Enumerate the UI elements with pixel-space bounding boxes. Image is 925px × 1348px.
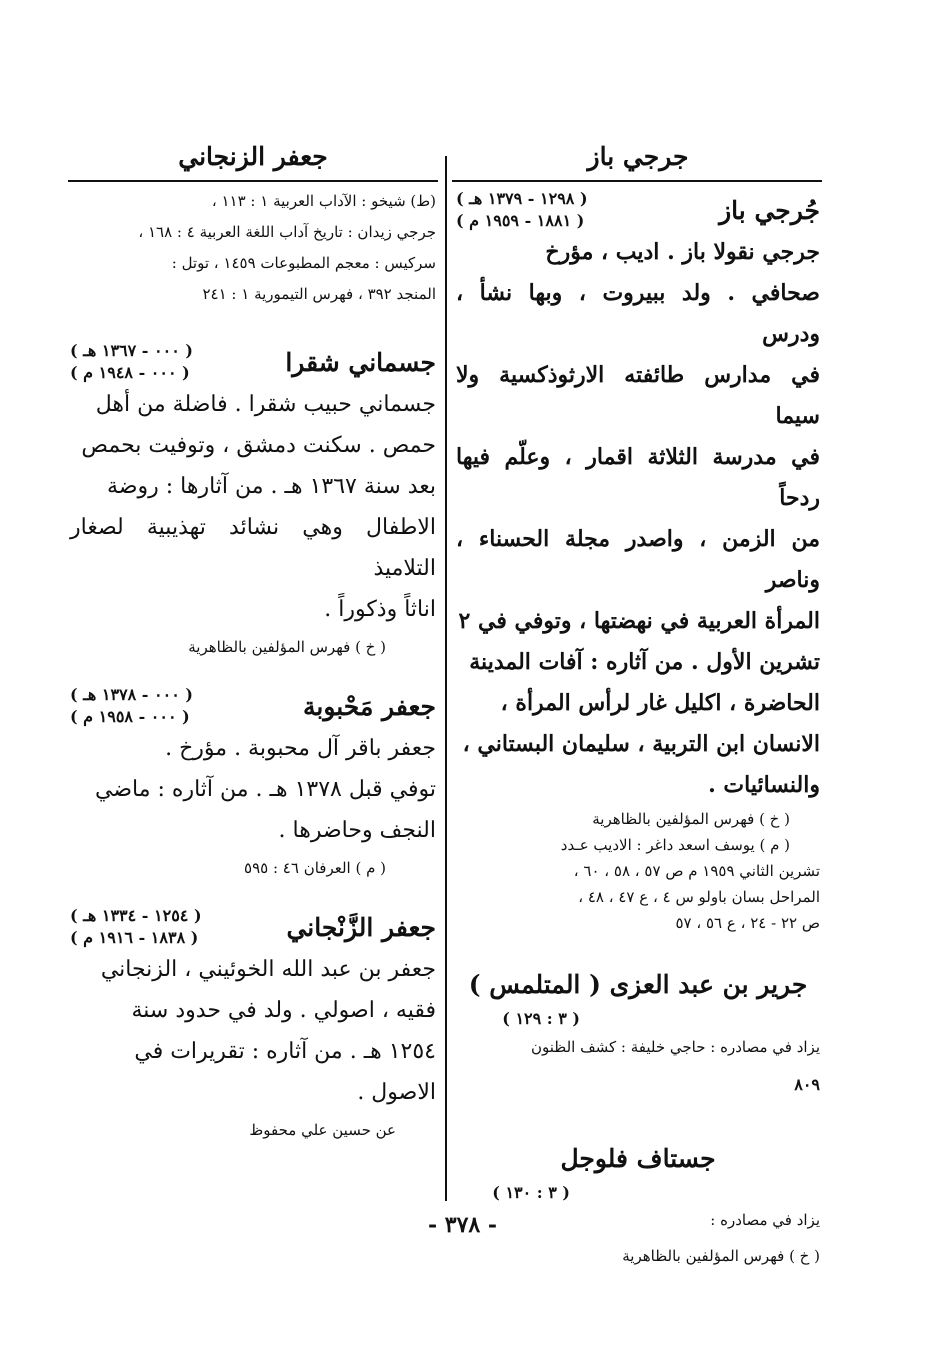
entry-body (70, 384, 436, 630)
body-line: في مدرسة الثلاثة اقمار ، وعلّم فيها ردحاً (456, 444, 820, 511)
page-number: - ٣٧٨ - (427, 1212, 498, 1238)
entry-header (70, 905, 436, 949)
entry-name: جرير بن عبد العزى ( المتلمس ) (468, 970, 808, 999)
gregorian-date: ( ١٨٨١ - ١٩٥٩ م ) (456, 211, 585, 230)
entry-sources (70, 630, 436, 664)
volume-reference: ( ٣ : ١٣٠ ) (492, 1183, 570, 1202)
body-line: يزاد في مصادره : (710, 1211, 820, 1229)
body-line: ( خ ) فهرس المؤلفين بالظاهرية (622, 1247, 820, 1265)
running-header-left: جعفر الزنجاني (178, 142, 328, 171)
entry-dates (70, 340, 193, 384)
body-line: فقيه ، اصولي . ولد في حدود سنة (131, 998, 436, 1023)
entry-sources (70, 1113, 436, 1147)
entry-header (70, 340, 436, 384)
body-line: النجف وحاضرها . (278, 818, 436, 843)
column-divider (445, 156, 447, 1201)
source-line: سركيس : معجم المطبوعات ١٤٥٩ ، توتل : (171, 254, 436, 272)
body-line: والنسائيات . (708, 772, 820, 798)
source-line: ص ٢٢ - ٢٤ ، ع ٥٦ ، ٥٧ (675, 914, 820, 932)
entry-sources-cont (456, 858, 820, 936)
source-line: ( م ) يوسف اسعد داغر : الاديب عـدد (560, 836, 790, 854)
volume-reference: ( ٣ : ١٢٩ ) (502, 1009, 580, 1028)
continued-sources (70, 186, 436, 310)
entry-body (70, 728, 436, 851)
entry-dates (70, 684, 193, 728)
entry-dates (70, 905, 202, 949)
source-line: ( م ) العرفان ٤٦ : ٥٩٥ (244, 859, 386, 877)
source-line: ( خ ) فهرس المؤلفين بالظاهرية (592, 810, 790, 828)
entry-name: جُرجي باز (719, 195, 820, 225)
source-line: ( خ ) فهرس المؤلفين بالظاهرية (188, 638, 386, 656)
entry-sources (456, 806, 820, 858)
gregorian-date: ( ٠٠٠ - ١٩٥٨ م ) (70, 707, 190, 726)
body-line: يزاد في مصادره : حاجي خليفة : كشف الظنون (530, 1038, 820, 1056)
body-line: جعفر بن عبد الله الخوئيني ، الزنجاني (100, 957, 436, 982)
body-line: من الزمن ، واصدر مجلة الحسناء ، وناصر (456, 526, 820, 593)
source-line: (ط) شيخو : الآداب العربية ١ : ١١٣ ، (211, 192, 436, 210)
source-line: تشرين الثاني ١٩٥٩ م ص ٥٧ ، ٥٨ ، ٦٠ ، (573, 862, 820, 880)
entry-name: جسماني شقرا (285, 347, 436, 377)
left-column (70, 136, 436, 1147)
body-line: اناثاً وذكوراً . (324, 597, 436, 622)
body-line: ١٢٥٤ هـ . من آثاره : تقريرات في (134, 1039, 436, 1064)
entry-header (70, 684, 436, 728)
entry-body (456, 232, 820, 806)
gregorian-date: ( ١٨٣٨ - ١٩١٦ م ) (70, 928, 199, 947)
source-line: المراحل بسان باولو س ٤ ، ع ٤٧ ، ٤٨ ، (578, 888, 820, 906)
body-line: توفي قبل ١٣٧٨ هـ . من آثاره : ماضي (95, 777, 436, 802)
source-line: المنجد ٣٩٢ ، فهرس التيمورية ١ : ٢٤١ (202, 285, 436, 303)
body-line: جسماني حبيب شقرا . فاضلة من أهل (95, 392, 436, 417)
body-line: جعفر باقر آل محبوبة . مؤرخ . (165, 736, 436, 761)
entry-body (456, 1028, 820, 1104)
body-line: حمص . سكنت دمشق ، وتوفيت بحمص (81, 433, 436, 458)
body-line: الاطفال وهي نشائد تهذيبية لصغار التلاميذ (70, 515, 436, 581)
body-line: جرجي نقولا باز . اديب ، مؤرخ (545, 239, 820, 265)
hijri-date: ( ٠٠٠ - ١٣٦٧ هـ ) (70, 341, 193, 360)
body-line: ٨٠٩ (794, 1075, 820, 1094)
body-line: في مدارس طائفته الارثوذكسية ولا سيما (456, 362, 820, 429)
entry-dates (456, 188, 588, 232)
body-line: تشرين الأول . من آثاره : آفات المدينة (469, 649, 820, 675)
body-line: الحاضرة ، اكليل غار لرأس المرأة ، (500, 690, 820, 716)
body-line: الانسان ابن التربية ، سليمان البستاني ، (462, 731, 820, 757)
hijri-date: ( ٠٠٠ - ١٣٧٨ هـ ) (70, 685, 193, 704)
entry-name: جعفر الزَّنْجاني (286, 912, 436, 942)
body-line: صحافي . ولد ببيروت ، وبها نشأ ، ودرس (456, 280, 820, 347)
entry-body (70, 949, 436, 1113)
entry-sources (70, 851, 436, 885)
hijri-date: ( ١٢٥٤ - ١٣٣٤ هـ ) (70, 906, 202, 925)
entry-header (456, 188, 820, 232)
entry-name: جستاف فلوجل (560, 1144, 716, 1173)
hijri-date: ( ١٢٩٨ - ١٣٧٩ هـ ) (456, 189, 588, 208)
source-line: جرجي زيدان : تاريخ آداب اللغة العربية ٤ : ١٦٨ ، (138, 223, 436, 241)
body-line: بعد سنة ١٣٦٧ هـ . من آثارها : روضة (107, 474, 436, 499)
entry-name: جعفر مَحْبوبة (302, 691, 436, 721)
source-line: عن حسين علي محفوظ (249, 1121, 396, 1139)
body-line: الاصول . (357, 1080, 436, 1105)
body-line: المرأة العربية في نهضتها ، وتوفي في ٢ (458, 608, 820, 634)
running-header-right: جرجي باز (587, 142, 689, 171)
right-column (456, 136, 820, 1274)
gregorian-date: ( ٠٠٠ - ١٩٤٨ م ) (70, 363, 190, 382)
